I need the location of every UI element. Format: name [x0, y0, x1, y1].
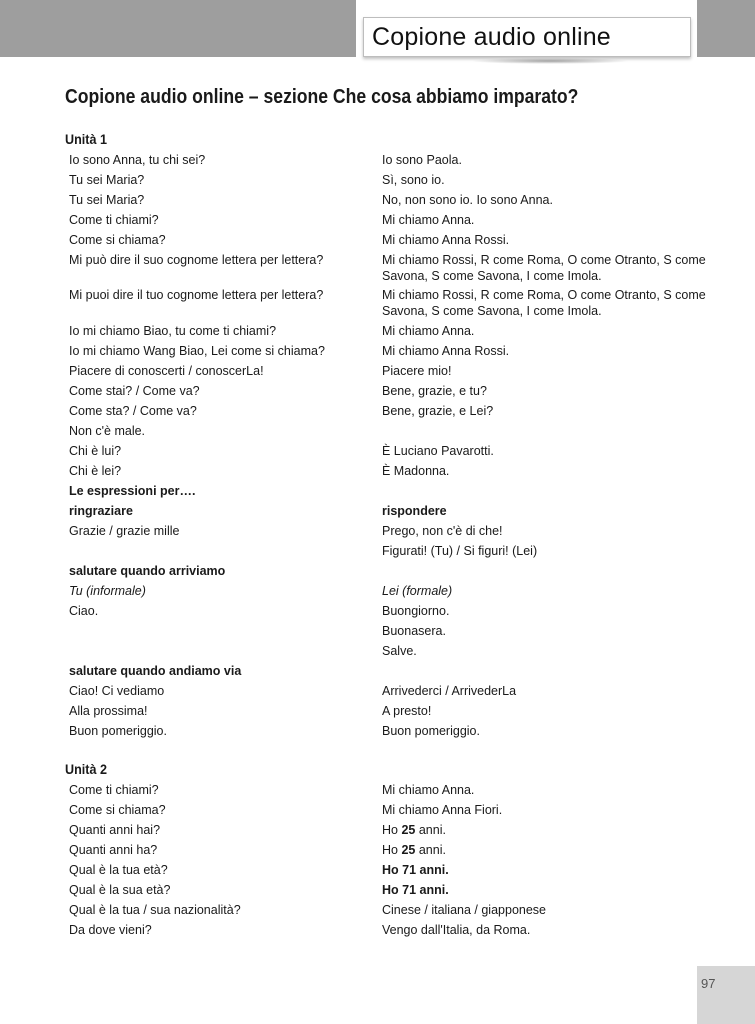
unit1-right-line: Figurati! (Tu) / Si figuri! (Lei): [382, 544, 538, 558]
subheading-rispondere: rispondere: [382, 504, 447, 518]
unit2-right-line: Ho 71 anni.: [382, 863, 449, 877]
unit1-left-line: Io sono Anna, tu chi sei?: [69, 153, 206, 167]
unit1-right-line: Mi chiamo Rossi, R come Roma, O come Otranto, S come Savona, S come Savona, I come Imola.: [382, 288, 706, 318]
unit2-left-line: Qual è la tua età?: [69, 863, 168, 877]
unit-heading-2: Unità 2: [65, 761, 108, 777]
unit1-right-line: Bene, grazie, e tu?: [382, 384, 487, 398]
unit1-left-line: Non c'è male.: [69, 424, 146, 438]
unit1-right-line: Salve.: [382, 644, 417, 658]
unit1-right-line: Buongiorno.: [382, 604, 450, 618]
text-fragment: Ho: [382, 843, 402, 857]
unit2-right-line: [382, 842, 712, 858]
unit1-right-line: Buonasera.: [382, 624, 446, 638]
page-number: 97: [701, 976, 716, 991]
unit1-right-line: Io sono Paola.: [382, 153, 462, 167]
unit1-right-line: Mi chiamo Anna Rossi.: [382, 233, 510, 247]
unit1-left-line: Mi può dire il suo cognome lettera per lettera?: [69, 253, 324, 267]
header-tab-title: Copione audio online: [372, 23, 611, 51]
unit2-right-line: Ho 71 anni.: [382, 883, 449, 897]
label-informale: Tu (informale): [69, 584, 146, 598]
unit1-left-line: Tu sei Maria?: [69, 193, 145, 207]
unit1-left-line: Ciao.: [69, 604, 99, 618]
unit1-left-line: Alla prossima!: [69, 704, 148, 718]
unit1-left-line: Chi è lei?: [69, 464, 122, 478]
unit-heading-1: Unità 1: [65, 131, 108, 147]
unit1-right-line: Mi chiamo Anna.: [382, 213, 475, 227]
unit1-left-line: Come stai? / Come va?: [69, 384, 200, 398]
text-fragment: anni.: [415, 823, 446, 837]
unit1-left-line: Piacere di conoscerti / conoscerLa!: [69, 364, 264, 378]
subheading-ringraziare: ringraziare: [69, 504, 133, 518]
unit1-left-line: Tu sei Maria?: [69, 173, 145, 187]
unit1-right-line: Prego, non c'è di che!: [382, 524, 503, 538]
unit1-right-line: A presto!: [382, 704, 432, 718]
unit1-right-line: Arrivederci / ArrivederLa: [382, 684, 517, 698]
unit2-left-line: Quanti anni hai?: [69, 823, 161, 837]
unit2-left-line: Qual è la tua / sua nazionalità?: [69, 903, 241, 917]
unit1-left-line: Come si chiama?: [69, 233, 166, 247]
text-fragment: anni.: [415, 843, 446, 857]
subheading-salutare-partenza: salutare quando andiamo via: [69, 664, 242, 678]
unit1-left-line: Io mi chiamo Biao, tu come ti chiami?: [69, 324, 277, 338]
header-band-left: [0, 0, 356, 57]
label-formale: Lei (formale): [382, 584, 453, 598]
subheading-salutare-arrivo: salutare quando arriviamo: [69, 564, 226, 578]
unit1-left-line: Come sta? / Come va?: [69, 404, 197, 418]
unit1-right-line: No, non sono io. Io sono Anna.: [382, 193, 553, 207]
unit1-left-line: Chi è lui?: [69, 444, 122, 458]
unit1-right-line: Buon pomeriggio.: [382, 724, 480, 738]
unit1-right-line: È Luciano Pavarotti.: [382, 444, 494, 458]
unit1-left-line: Come ti chiami?: [69, 213, 159, 227]
unit1-left-line: Io mi chiamo Wang Biao, Lei come si chiama?: [69, 344, 325, 358]
unit1-left-line: Mi puoi dire il tuo cognome lettera per lettera?: [69, 288, 324, 302]
age-value: 25: [401, 823, 416, 837]
unit2-left-line: Come ti chiami?: [69, 783, 159, 797]
unit1-right-line: Mi chiamo Anna Rossi.: [382, 344, 510, 358]
unit2-right-line: Mi chiamo Anna Fiori.: [382, 803, 503, 817]
unit2-right-line: Vengo dall'Italia, da Roma.: [382, 923, 531, 937]
page-number-box: [697, 966, 755, 1024]
text-fragment: Ho: [382, 823, 402, 837]
unit1-left-line: Buon pomeriggio.: [69, 724, 167, 738]
page-title: Copione audio online – sezione Che cosa abbiamo imparato?: [65, 86, 579, 108]
header-tab-shadow: [470, 58, 630, 64]
unit1-right-line: Piacere mio!: [382, 364, 452, 378]
unit1-right-line: È Madonna.: [382, 464, 450, 478]
expressions-heading: Le espressioni per….: [69, 484, 196, 498]
unit1-right-line: Sì, sono io.: [382, 173, 445, 187]
unit2-left-line: Da dove vieni?: [69, 923, 152, 937]
age-value: 25: [401, 843, 416, 857]
header-band-right: [697, 0, 755, 57]
unit1-right-line: Bene, grazie, e Lei?: [382, 404, 494, 418]
unit1-right-line: Mi chiamo Anna.: [382, 324, 475, 338]
unit2-left-line: Come si chiama?: [69, 803, 166, 817]
unit2-left-line: Quanti anni ha?: [69, 843, 158, 857]
unit2-left-line: Qual è la sua età?: [69, 883, 171, 897]
unit2-right-line: Cinese / italiana / giapponese: [382, 903, 547, 917]
unit1-left-line: Grazie / grazie mille: [69, 524, 180, 538]
unit1-right-line: Mi chiamo Rossi, R come Roma, O come Otranto, S come Savona, S come Savona, I come Imola.: [382, 253, 706, 283]
header-tab: [363, 17, 691, 57]
unit2-right-line: [382, 822, 712, 838]
unit2-right-line: Mi chiamo Anna.: [382, 783, 475, 797]
unit1-left-line: Ciao! Ci vediamo: [69, 684, 165, 698]
